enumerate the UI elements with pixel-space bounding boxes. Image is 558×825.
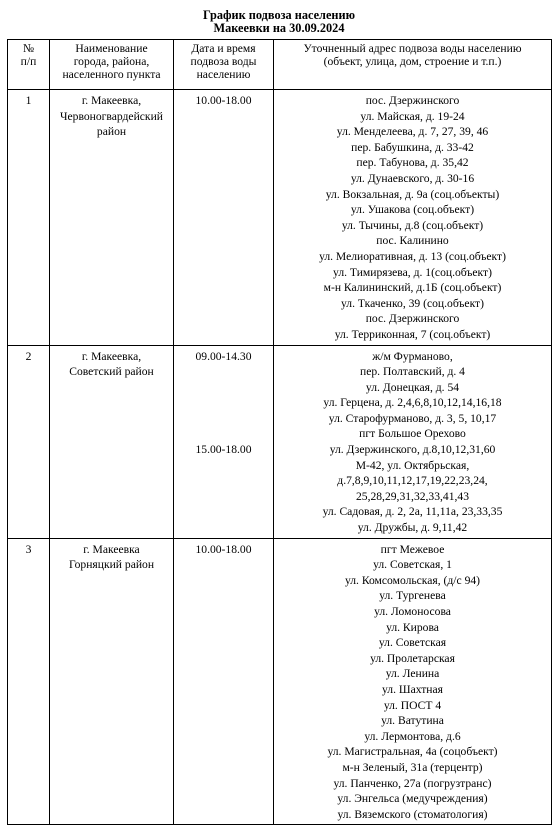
document-title — [0, 9, 558, 35]
address-line: пгт Большое Орехово — [359, 427, 466, 441]
address-line: ул. Панченко, 27а (погрузтранс) — [333, 776, 492, 790]
district-line: Советский район — [69, 365, 154, 379]
address-line: ул. Энгельса (медучреждения) — [337, 792, 488, 806]
address-line: пос. Калинино — [376, 234, 449, 248]
row-district — [50, 345, 174, 538]
district-line: г. Макеевка — [83, 542, 140, 556]
address-line: ул. Менделеева, д. 7, 27, 39, 46 — [336, 125, 489, 139]
row-number: 3 — [8, 538, 50, 825]
address-line: ул. Ломоносова — [374, 605, 451, 618]
address-line: ул. Тычины, д.8 (соц.объект) — [341, 218, 484, 232]
header-num-line: п/п — [20, 55, 37, 68]
address-line: ул. Лермонтова, д.6 — [364, 729, 461, 743]
address-line: ул. Магистральная, 4а (соцобъект) — [327, 745, 498, 759]
address-line: ул. Ленина — [385, 667, 440, 681]
district-line: Червоногвардейский — [60, 109, 163, 123]
header-address-line: Уточненный адрес подвоза воды населению — [303, 42, 522, 55]
address-line: ул. Ватутина — [381, 714, 444, 728]
address-line: м-н Калининский, д.1Б (соц.объект) — [323, 281, 502, 295]
address-line: пос. Дзержинского — [365, 94, 460, 107]
address-line: м-н Зеленый, 31а (терцентр) — [342, 760, 483, 774]
address-line: пер. Табунова, д. 35,42 — [356, 156, 469, 170]
row-number: 2 — [8, 345, 50, 538]
header-time-line: подвоза воды — [190, 55, 257, 68]
header-time — [174, 40, 274, 90]
address-line: ул. Вяземского (стоматология) — [337, 807, 488, 821]
row-addresses — [274, 538, 552, 825]
header-name — [50, 40, 174, 90]
address-line: М-42, ул. Октябрьская, — [355, 458, 470, 472]
header-num — [8, 40, 50, 90]
row-time — [174, 345, 274, 538]
district-line: Горняцкий район — [68, 558, 155, 572]
address-line: ул. Советская — [378, 636, 447, 650]
header-row — [8, 40, 552, 90]
row-district — [50, 538, 174, 825]
address-line: 25,28,29,31,32,33,41,43 — [355, 489, 470, 503]
row-addresses — [274, 345, 552, 538]
address-line: ул. Старофурманово, д. 3, 5, 10,17 — [328, 411, 497, 425]
district-line: г. Макеевка, — [81, 349, 142, 363]
header-address — [274, 40, 552, 90]
schedule-table — [7, 39, 552, 825]
address-line: ул. ПОСТ 4 — [383, 698, 442, 712]
address-line: ул. Ушакова (соц.объект) — [350, 203, 475, 217]
table-row — [8, 90, 552, 346]
header-num-line: № — [22, 42, 35, 55]
address-line: ул. Комсомольская, (д/с 94) — [344, 573, 481, 587]
address-line: пер. Полтавский, д. 4 — [360, 365, 465, 379]
district-line: г. Макеевка, — [81, 94, 142, 107]
address-line: ул. Тимирязева, д. 1(соц.объект) — [333, 265, 492, 279]
address-line: д.7,8,9,10,11,12,17,19,22,23,24, — [337, 474, 488, 488]
header-name-line: населенного пункта — [62, 68, 161, 81]
address-line: ул. Тургенева — [379, 589, 446, 603]
table-row — [8, 538, 552, 825]
address-line: ул. Дружбы, д. 9,11,42 — [357, 521, 468, 535]
time-range: 15.00-18.00 — [195, 443, 252, 457]
address-line: ул. Донецкая, д. 54 — [365, 380, 460, 394]
title-line-1: График подвоза населению — [203, 8, 355, 22]
address-line: ул. Мелиоративная, д. 13 (соц.объект) — [319, 249, 506, 263]
header-time-line: Дата и время — [191, 42, 256, 55]
address-line: ул. Ткаченко, 39 (соц.объект) — [341, 296, 484, 310]
table-row — [8, 345, 552, 538]
row-number: 1 — [8, 90, 50, 346]
address-line: ул. Дунаевского, д. 30-16 — [350, 171, 475, 185]
row-time — [174, 538, 274, 825]
address-line: ул. Пролетарская — [370, 651, 455, 665]
address-line: пгт Межевое — [380, 542, 445, 556]
address-line: пер. Бабушкина, д. 33-42 — [351, 140, 474, 154]
address-line: ул. Садовая, д. 2, 2а, 11,11а, 23,33,35 — [322, 505, 503, 519]
address-line: ул. Кирова — [386, 620, 439, 634]
time-range: 10.00-18.00 — [195, 94, 252, 107]
address-line: ул. Шахтная — [382, 682, 443, 696]
time-range: 09.00-14.30 — [195, 349, 252, 363]
address-line: ул. Советская, 1 — [373, 558, 452, 572]
row-time — [174, 90, 274, 346]
title-line-2: Макеевки на 30.09.2024 — [213, 21, 345, 35]
header-name-line: города, района, — [73, 55, 150, 68]
address-line: ул. Дзержинского, д.8,10,12,31,60 — [329, 443, 496, 457]
row-district — [50, 90, 174, 346]
header-name-line: Наименование — [75, 42, 148, 55]
address-line: пос. Дзержинского — [365, 312, 460, 326]
address-line: ул. Герцена, д. 2,4,6,8,10,12,14,16,18 — [323, 396, 502, 410]
address-line: ул. Майская, д. 19-24 — [360, 109, 465, 123]
time-range: 10.00-18.00 — [195, 542, 252, 556]
header-time-line: населению — [196, 68, 251, 81]
address-line: ул. Терриконная, 7 (соц.объект) — [334, 327, 491, 341]
address-line: ж/м Фурманово, — [372, 349, 453, 363]
district-line: район — [96, 125, 127, 139]
address-line: ул. Вокзальная, д. 9а (соц.объекты) — [325, 187, 500, 201]
row-addresses — [274, 90, 552, 346]
header-address-line: (объект, улица, дом, строение и т.п.) — [323, 55, 502, 68]
